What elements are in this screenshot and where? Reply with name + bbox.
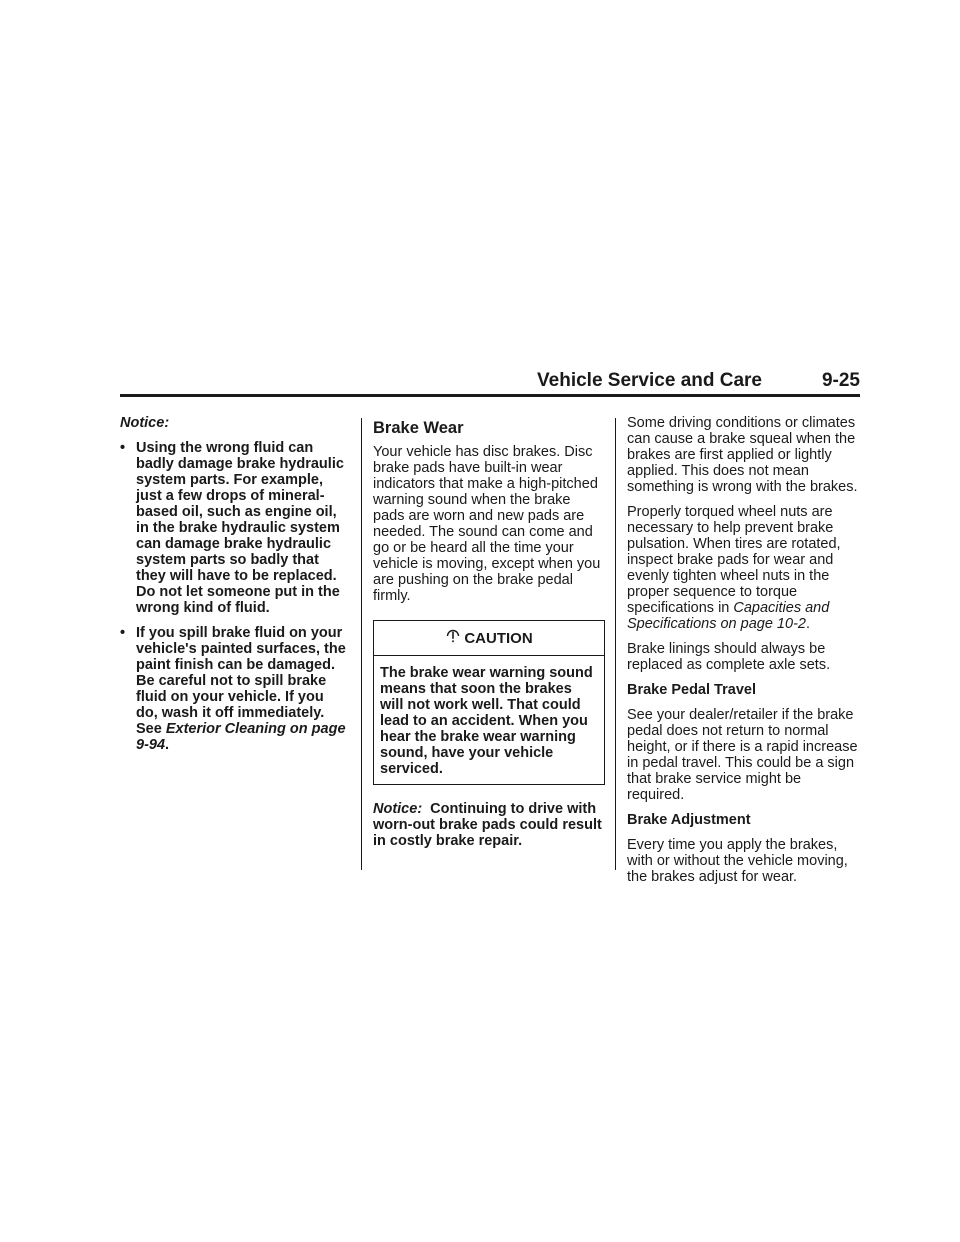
- paragraph-wheel-nuts: [627, 504, 861, 632]
- column-middle: [373, 415, 605, 858]
- paragraph-text: Properly torqued wheel nuts are necessary to help prevent brake pulsation. When tires are rotated, inspect brake pads for wear and evenly tighten wheel nuts in the proper sequence to torque specifications in: [627, 504, 841, 616]
- subheading-brake-adjustment: Brake Adjustment: [627, 812, 751, 828]
- paragraph-squeal: Some driving conditions or climates can cause a brake squeal when the brakes are first applied or lightly applied. This does not mean something is wrong with the brakes.: [627, 415, 858, 495]
- bullet-item-wrong-fluid: [120, 440, 348, 616]
- notice-bullets: [120, 440, 348, 753]
- cross-reference-link[interactable]: Capacities and Specifications on page 10-2: [627, 600, 830, 632]
- caution-header: [374, 621, 604, 656]
- section-heading-brake-wear: Brake Wear: [373, 419, 464, 437]
- page-number: 9-25: [821, 370, 860, 391]
- notice-text: Continuing to drive with worn-out brake pads could result in costly brake repair.: [373, 801, 602, 849]
- subheading-pedal-travel: Brake Pedal Travel: [627, 682, 756, 698]
- brake-wear-intro: Your vehicle has disc brakes. Disc brake pads have built-in wear indicators that make a high-pitched warning sound when the brake pads are worn and new pads are needed. The sound can come and go or be heard all the time your vehicle is moving, except when you are pushing on the brake pedal firmly.: [373, 444, 601, 604]
- caution-body: The brake wear warning sound means that soon the brakes will not work well. That could lead to an accident. When you hear the brake wear warning sound, have your vehicle serviced.: [380, 665, 593, 777]
- cross-reference-link[interactable]: Exterior Cleaning on page 9-94: [136, 721, 346, 753]
- column-right: [627, 415, 861, 894]
- page-header: [120, 370, 860, 397]
- warning-icon: [445, 628, 461, 649]
- bullet-text: Using the wrong fluid can badly damage brake hydraulic system parts. For example, just a few drops of mineral-based oil, such as engine oil, in the brake hydraulic system can damage brake hydraulic system parts so badly that they will have to be replaced. Do not let someone put in the wrong kind of fluid.: [136, 440, 344, 616]
- notice-label: Notice:: [120, 415, 170, 431]
- bullet-dot-icon: •: [120, 440, 126, 456]
- paragraph-end: .: [805, 616, 810, 632]
- caution-box: [373, 620, 605, 785]
- paragraph-pedal-travel: See your dealer/retailer if the brake pedal does not return to normal height, or if there is a rapid increase in pedal travel. This could be a sign that brake service might be required.: [627, 707, 858, 803]
- paragraph-brake-adjustment: Every time you apply the brakes, with or without the vehicle moving, the brakes adjust for wear.: [627, 837, 848, 885]
- column-divider: [615, 418, 616, 870]
- bullet-text: If you spill brake fluid on your vehicle's painted surfaces, the paint finish can be damaged. Be careful not to spill brake fluid on your vehicle. If you do, wash it off immediately. See: [136, 625, 346, 737]
- caution-title: CAUTION: [464, 630, 533, 647]
- bullet-end: .: [165, 737, 170, 753]
- notice-paragraph: [373, 801, 605, 849]
- column-divider: [361, 418, 362, 870]
- notice-label: Notice:: [373, 801, 423, 817]
- bullet-item-spill-fluid: [120, 625, 348, 753]
- column-left: [120, 415, 348, 762]
- bullet-dot-icon: •: [120, 625, 126, 641]
- paragraph-linings: Brake linings should always be replaced as complete axle sets.: [627, 641, 831, 673]
- section-title: Vehicle Service and Care: [537, 370, 762, 391]
